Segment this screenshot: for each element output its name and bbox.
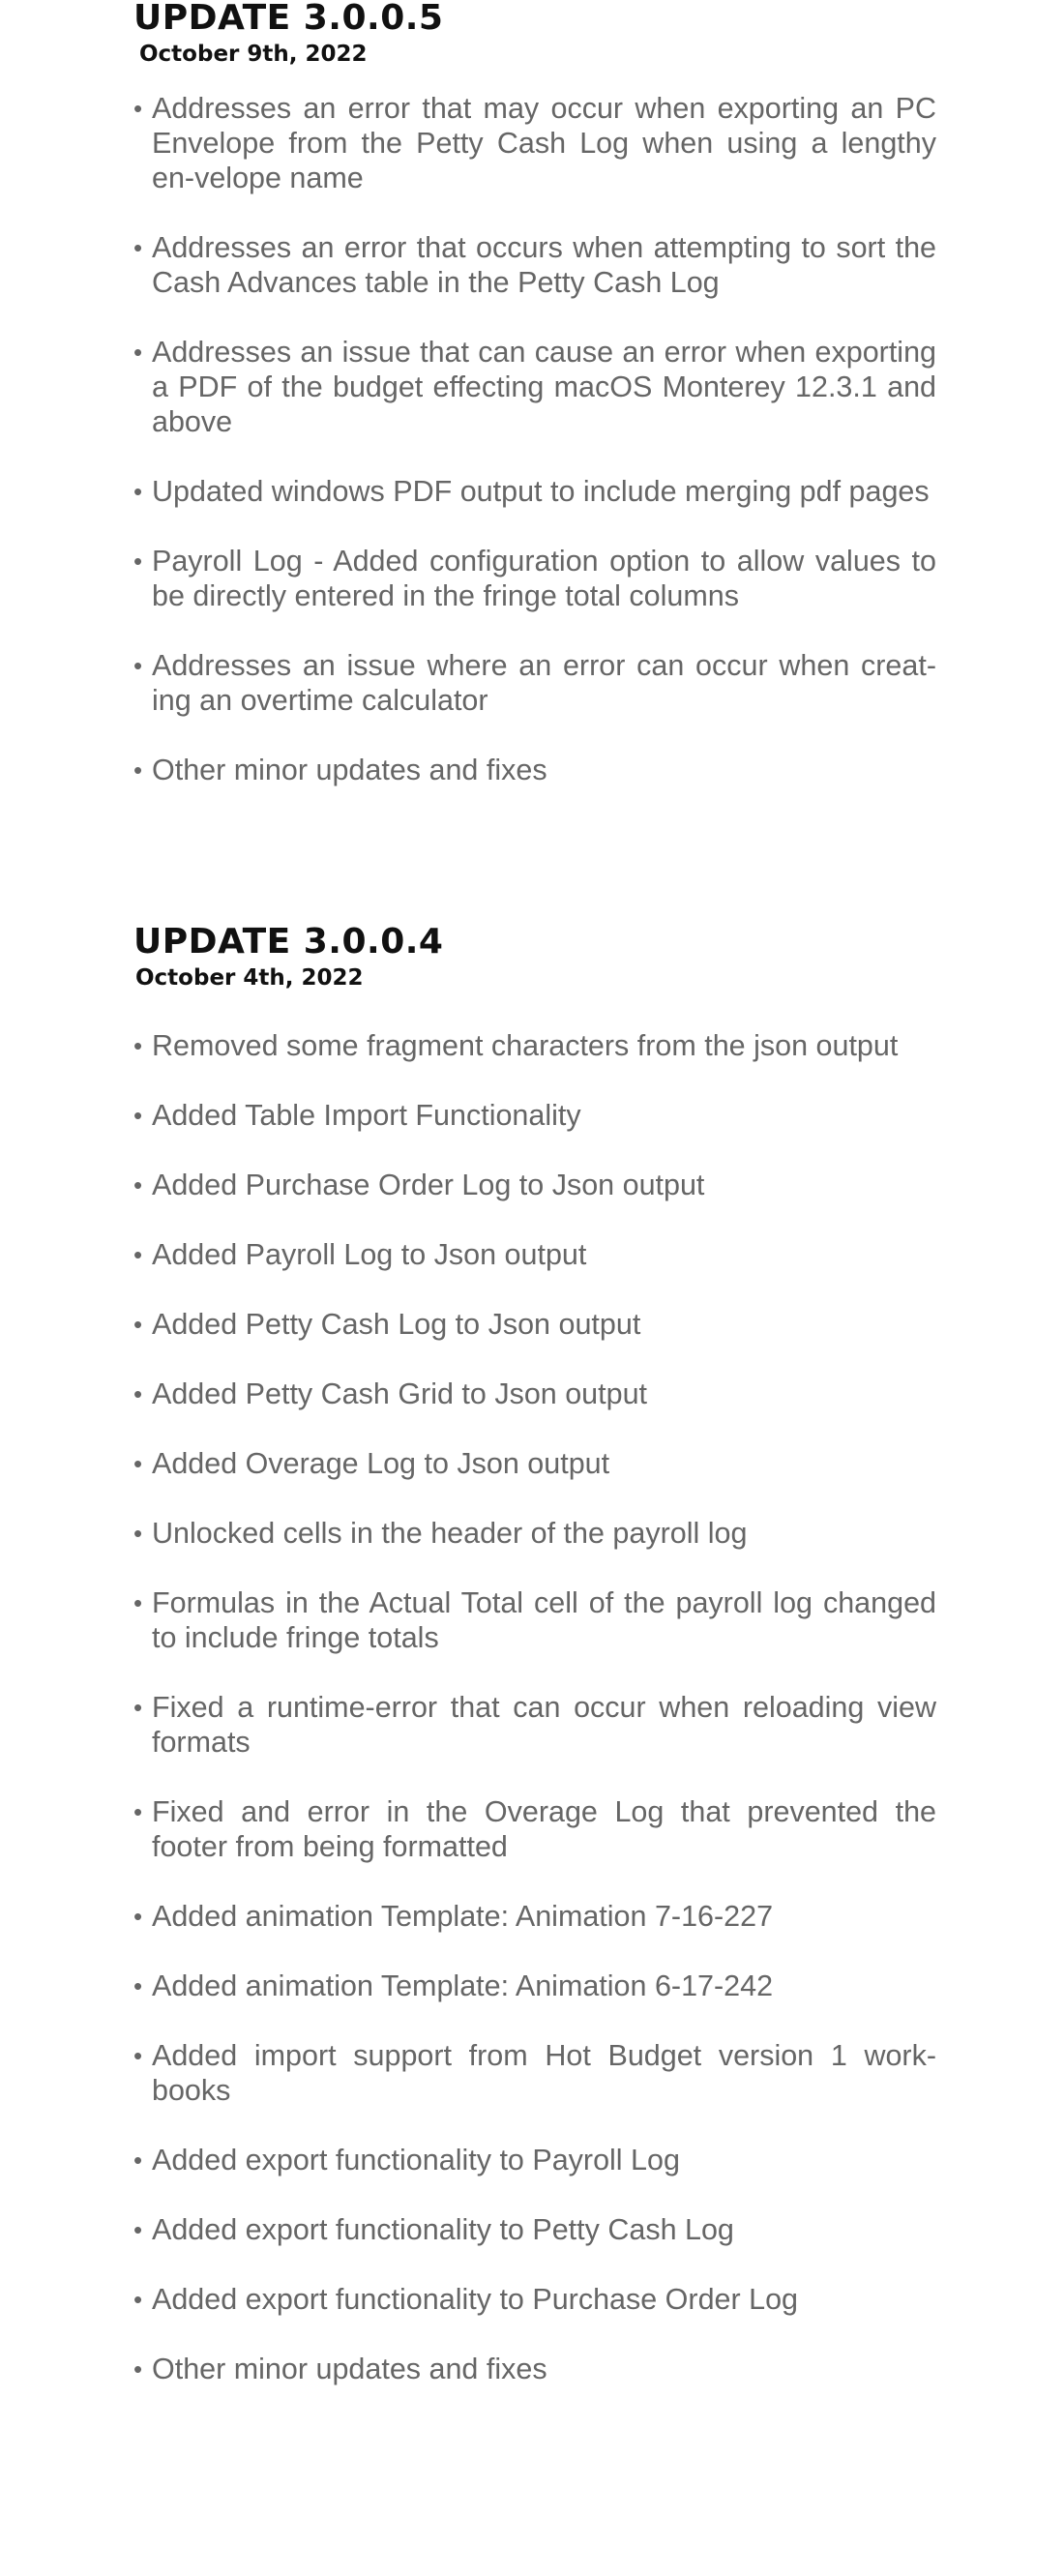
list-item-text: Fixed and error in the Overage Log that prevented the footer from being formatted (152, 1795, 936, 1863)
bullet-icon: • (133, 1170, 143, 1199)
list-item-text: Added export functionality to Payroll Log (152, 2144, 680, 2176)
list-item (133, 91, 936, 195)
list-item-text: Added export functionality to Petty Cash Log (152, 2213, 734, 2246)
list-item (133, 1237, 936, 1272)
list-item-text: Added animation Template: Animation 6-17-242 (152, 1969, 774, 2002)
bullet-icon: • (133, 2354, 143, 2384)
list-item-text: Updated windows PDF output to include merging pdf pages (152, 475, 930, 508)
bullet-icon: • (133, 477, 143, 506)
bullet-icon: • (133, 2146, 143, 2175)
update-items-list (133, 91, 936, 787)
list-item-text: Addresses an error that may occur when exporting an PC Envelope from the Petty Cash Log when using a lengthy en-velope name (152, 92, 936, 194)
bullet-icon: • (133, 755, 143, 785)
bullet-icon: • (133, 2285, 143, 2314)
list-item (133, 648, 936, 718)
list-item-text: Addresses an error that occurs when attempting to sort the Cash Advances table in the Petty Cash Log (152, 231, 936, 299)
bullet-icon: • (133, 547, 143, 576)
bullet-icon: • (133, 1971, 143, 2000)
list-item (133, 1307, 936, 1342)
list-item (133, 2212, 936, 2247)
list-item-text: Other minor updates and fixes (152, 754, 547, 786)
list-item-text: Unlocked cells in the header of the payroll log (152, 1517, 748, 1550)
bullet-icon: • (133, 1902, 143, 1931)
list-item-text: Added Payroll Log to Json output (152, 1238, 587, 1271)
list-item (133, 1899, 936, 1934)
list-item (133, 1168, 936, 1202)
list-item-text: Added Overage Log to Json output (152, 1447, 610, 1480)
list-item-text: Added Table Import Functionality (152, 1099, 581, 1132)
list-item (133, 1690, 936, 1760)
list-item (133, 1794, 936, 1864)
list-item (133, 1446, 936, 1481)
list-item (133, 1969, 936, 2003)
list-item (133, 2143, 936, 2177)
bullet-icon: • (133, 1240, 143, 1269)
bullet-icon: • (133, 233, 143, 262)
update-items-list (133, 1028, 936, 2386)
list-item (133, 1098, 936, 1133)
bullet-icon: • (133, 1797, 143, 1826)
list-item-text: Added Purchase Order Log to Json output (152, 1169, 705, 1201)
list-item (133, 474, 936, 509)
bullet-icon: • (133, 2215, 143, 2244)
update-title: UPDATE 3.0.0.4 (133, 922, 444, 962)
list-item (133, 1377, 936, 1411)
update-section-3-0-0-4 (133, 924, 936, 2386)
update-date: October 9th, 2022 (139, 42, 368, 67)
bullet-icon: • (133, 1519, 143, 1548)
list-item-text: Fixed a runtime-error that can occur when reloading view formats (152, 1691, 936, 1759)
list-item-text: Addresses an issue that can cause an error when exporting a PDF of the budget effecting macOS Monterey 12.3.1 and above (152, 336, 936, 438)
bullet-icon: • (133, 1588, 143, 1617)
list-item-text: Added Petty Cash Grid to Json output (152, 1377, 648, 1410)
bullet-icon: • (133, 1310, 143, 1339)
list-item-text: Added Petty Cash Log to Json output (152, 1308, 641, 1341)
list-item-text: Addresses an issue where an error can occur when creat-ing an overtime calculator (152, 649, 936, 717)
list-item (133, 544, 936, 613)
bullet-icon: • (133, 338, 143, 367)
bullet-icon: • (133, 651, 143, 680)
list-item (133, 2038, 936, 2108)
list-item (133, 230, 936, 300)
bullet-icon: • (133, 1101, 143, 1130)
list-item (133, 335, 936, 439)
list-item (133, 1028, 936, 1063)
bullet-icon: • (133, 1693, 143, 1722)
list-item-text: Added import support from Hot Budget version 1 work-books (152, 2039, 936, 2107)
bullet-icon: • (133, 2041, 143, 2070)
list-item-text: Added animation Template: Animation 7-16-227 (152, 1900, 774, 1933)
list-item-text: Other minor updates and fixes (152, 2353, 547, 2385)
list-item (133, 2352, 936, 2386)
update-section-3-0-0-5 (133, 0, 936, 787)
list-item-text: Removed some fragment characters from the json output (152, 1029, 899, 1062)
list-item (133, 1585, 936, 1655)
bullet-icon: • (133, 94, 143, 123)
bullet-icon: • (133, 1031, 143, 1060)
list-item (133, 1516, 936, 1551)
list-item (133, 753, 936, 787)
update-date: October 4th, 2022 (135, 965, 364, 991)
update-title: UPDATE 3.0.0.5 (133, 0, 444, 38)
list-item-text: Added export functionality to Purchase Order Log (152, 2283, 799, 2316)
bullet-icon: • (133, 1449, 143, 1478)
bullet-icon: • (133, 1379, 143, 1408)
list-item-text: Payroll Log - Added configuration option to allow values to be directly entered in the fringe total columns (152, 545, 936, 612)
list-item-text: Formulas in the Actual Total cell of the payroll log changed to include fringe totals (152, 1586, 936, 1654)
list-item (133, 2282, 936, 2317)
